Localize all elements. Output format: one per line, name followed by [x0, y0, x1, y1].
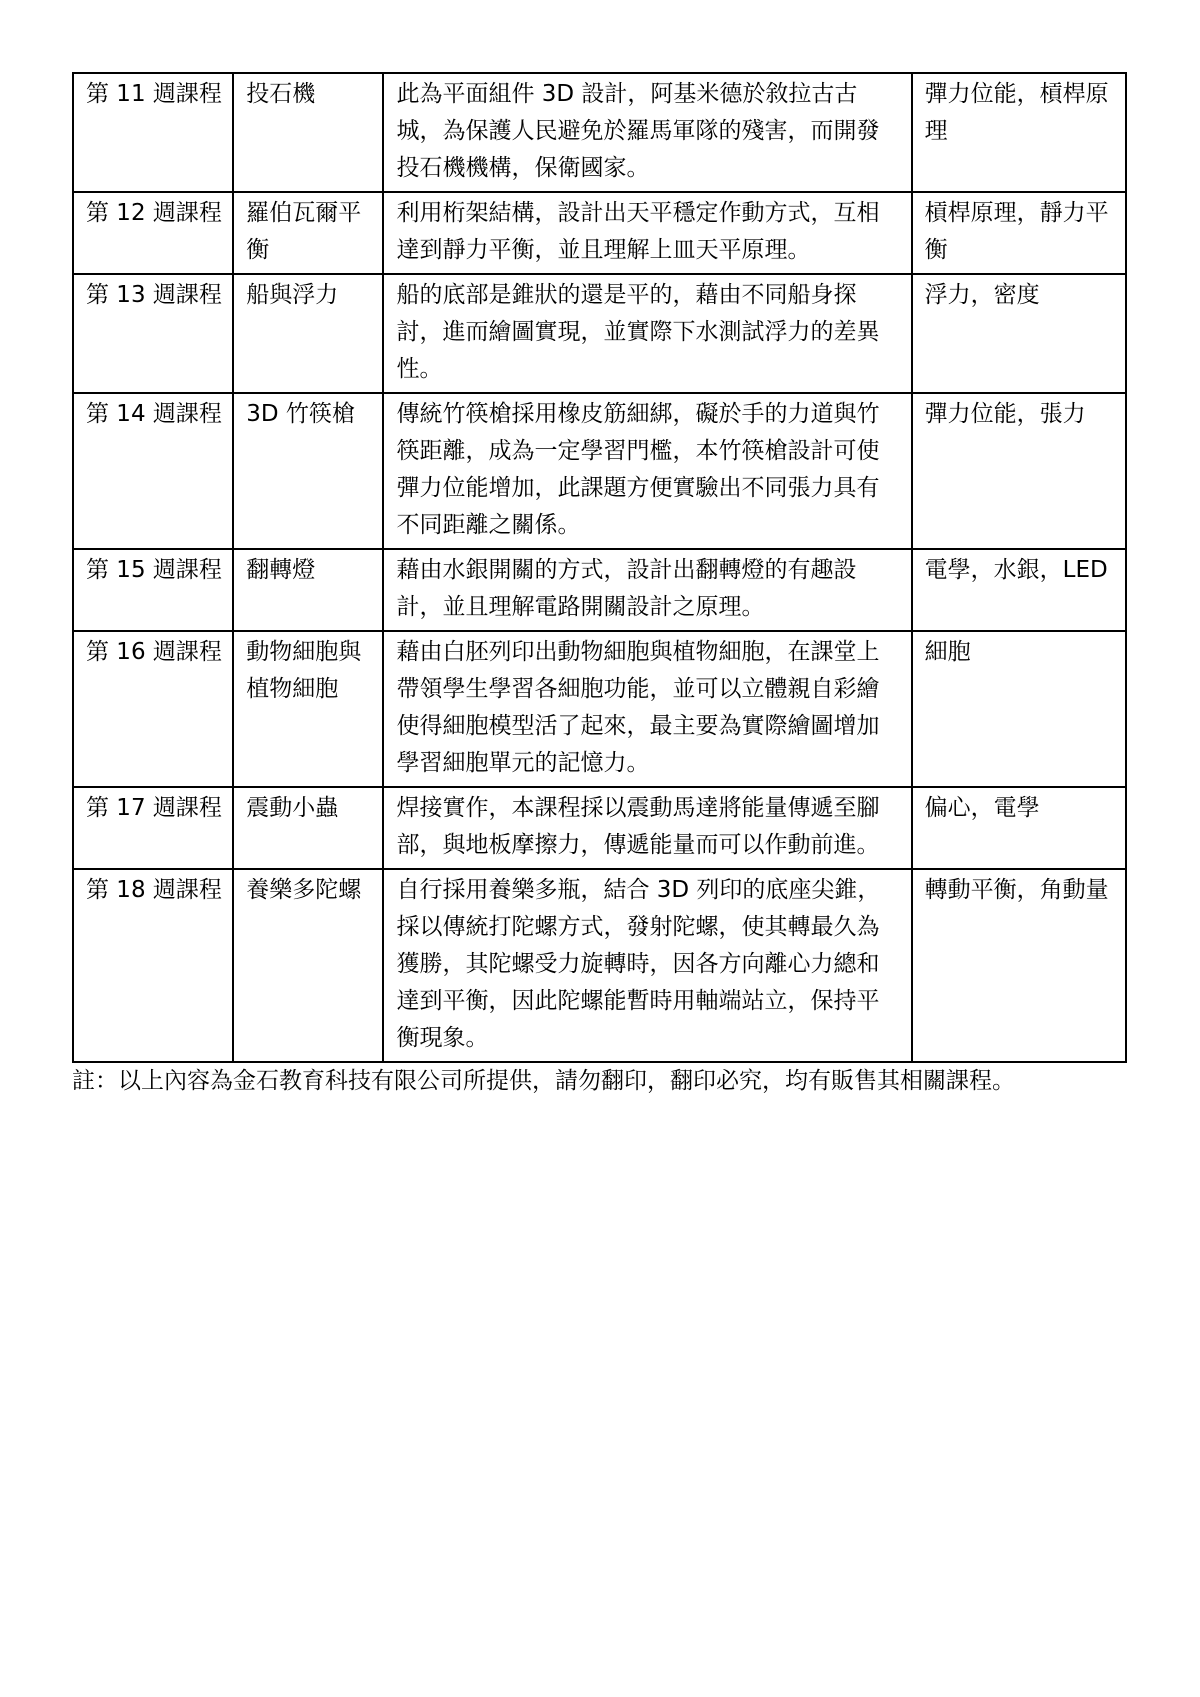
description-cell: 藉由水銀開關的方式，設計出翻轉燈的有趣設計，並且理解電路開關設計之原理。: [383, 549, 911, 631]
description-cell: 此為平面組件 3D 設計，阿基米德於敘拉古古城，為保護人民避免於羅馬軍隊的殘害，而開發投石機機構，保衛國家。: [383, 73, 911, 192]
description-cell: 船的底部是錐狀的還是平的，藉由不同船身探討，進而繪圖實現，並實際下水測試浮力的差異性。: [383, 274, 911, 393]
week-cell: 第 12 週課程: [73, 192, 233, 274]
concept-cell: 彈力位能，張力: [912, 393, 1126, 549]
course-name-cell: 動物細胞與植物細胞: [233, 631, 383, 787]
concept-cell: 浮力，密度: [912, 274, 1126, 393]
concept-cell: 轉動平衡，角動量: [912, 869, 1126, 1062]
description-cell: 傳統竹筷槍採用橡皮筋細綁，礙於手的力道與竹筷距離，成為一定學習門檻，本竹筷槍設計可使彈力位能增加，此課題方便實驗出不同張力具有不同距離之關係。: [383, 393, 911, 549]
week-cell: 第 13 週課程: [73, 274, 233, 393]
table-row: [73, 393, 1126, 549]
concept-cell: 彈力位能，槓桿原理: [912, 73, 1126, 192]
table-row: [73, 787, 1126, 869]
footnote: 註：以上內容為金石教育科技有限公司所提供，請勿翻印，翻印必究，均有販售其相關課程。: [72, 1068, 1015, 1094]
week-cell: 第 11 週課程: [73, 73, 233, 192]
description-cell: 利用桁架結構，設計出天平穩定作動方式，互相達到靜力平衡，並且理解上皿天平原理。: [383, 192, 911, 274]
course-name-cell: 震動小蟲: [233, 787, 383, 869]
course-name-cell: 投石機: [233, 73, 383, 192]
description-cell: 焊接實作，本課程採以震動馬達將能量傳遞至腳部，與地板摩擦力，傳遞能量而可以作動前進。: [383, 787, 911, 869]
concept-cell: 細胞: [912, 631, 1126, 787]
concept-cell: 電學，水銀，LED: [912, 549, 1126, 631]
table-row: [73, 192, 1126, 274]
course-table: [72, 72, 1127, 1063]
description-cell: 藉由白胚列印出動物細胞與植物細胞，在課堂上帶領學生學習各細胞功能，並可以立體親自彩繪使得細胞模型活了起來，最主要為實際繪圖增加學習細胞單元的記憶力。: [383, 631, 911, 787]
week-cell: 第 14 週課程: [73, 393, 233, 549]
table-row: [73, 274, 1126, 393]
concept-cell: 偏心，電學: [912, 787, 1126, 869]
week-cell: 第 17 週課程: [73, 787, 233, 869]
concept-cell: 槓桿原理，靜力平衡: [912, 192, 1126, 274]
table-row: [73, 73, 1126, 192]
course-name-cell: 羅伯瓦爾平衡: [233, 192, 383, 274]
course-name-cell: 翻轉燈: [233, 549, 383, 631]
table-row: [73, 631, 1126, 787]
description-cell: 自行採用養樂多瓶，結合 3D 列印的底座尖錐，採以傳統打陀螺方式，發射陀螺，使其轉最久為獲勝，其陀螺受力旋轉時，因各方向離心力總和達到平衡，因此陀螺能暫時用軸端站立，保持平衡現象。: [383, 869, 911, 1062]
week-cell: 第 18 週課程: [73, 869, 233, 1062]
table-row: [73, 869, 1126, 1062]
course-name-cell: 養樂多陀螺: [233, 869, 383, 1062]
course-name-cell: 3D 竹筷槍: [233, 393, 383, 549]
table-row: [73, 549, 1126, 631]
week-cell: 第 16 週課程: [73, 631, 233, 787]
course-name-cell: 船與浮力: [233, 274, 383, 393]
week-cell: 第 15 週課程: [73, 549, 233, 631]
